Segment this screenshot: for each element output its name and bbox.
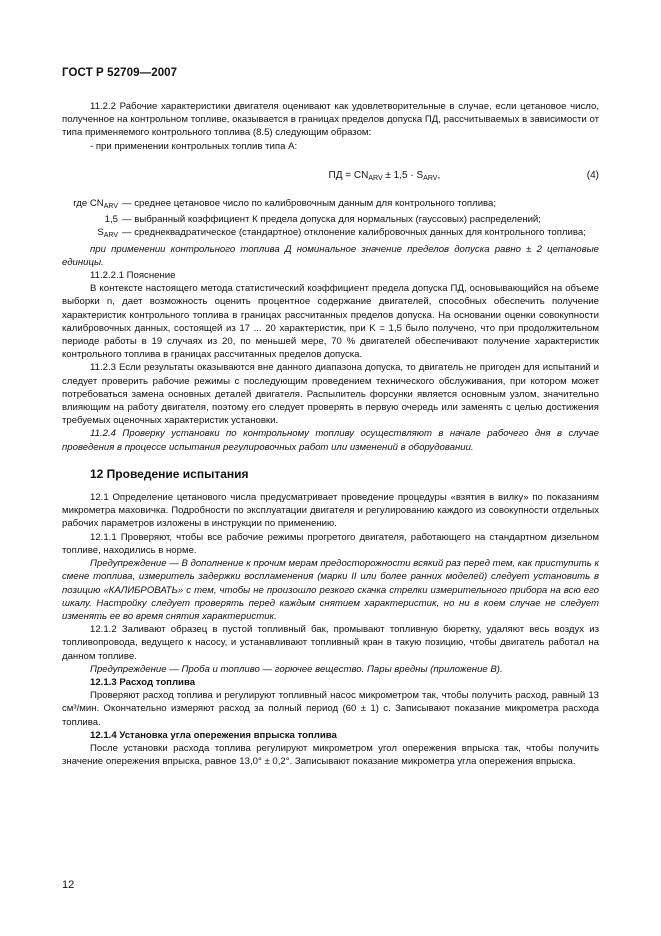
formula-legend xyxy=(62,197,599,243)
para-11-2-2-1: 11.2.2.1 Пояснение xyxy=(90,270,176,282)
warning-calibrate: Предупреждение — В дополнение к прочим мерам предосторожности всякий раз перед тем, как приступить к смене топлива, измеритель задержки воспламенения (марки II или более ранних моделей) следует установить в позицию «КАЛИБРОВАТЬ» с тем, чтобы не произошло резкого скачка стрелки измерительного прибора на всю его шкалу. Настройку следует проверять перед каждым снятием характеристик, но ни в коем случае не следует изменять ее во время снятия характеристик. xyxy=(62,558,599,622)
warning-flammable: Предупреждение — Проба и топливо — горючее вещество. Пары вредны (приложение В). xyxy=(90,663,503,675)
legend-row-cn: где $CN_{ARV}$ — среднее цетановое число по калибровочным данным для контрольного топлива; xyxy=(73,198,497,211)
formula-4 xyxy=(62,169,599,185)
document-code: ГОСТ Р 52709—2007 xyxy=(62,67,178,79)
legend-row-k: 1,5 — выбранный коэффициент К предела допуска для нормальных (гауссовых) распределений; xyxy=(104,214,541,226)
para-11-2-3: 11.2.3 Если результаты оказываются вне данного диапазона допуска, то двигатель не пригоден для испытаний и следует проверить рабочие режимы с последующим проведением технического обслуживания, при котором может потребоваться замена основных деталей двигателя. Распылитель форсунки является основным узлом, значительно влияющим на работу двигателя, поэтому его следует проверять в первую очередь или заменять с целью достижения требуемых оценочных характеристик установки. xyxy=(62,362,599,427)
para-12-1-2: 12.1.2 Заливают образец в пустой топливный бак, промывают топливную бюретку, удаляют весь воздух из топливопровода, ведущего к насосу, и устанавливают топливный кран в такую позицию, чтобы двигатель работал на данном топливе. xyxy=(62,624,599,662)
section-12-heading: 12 Проведение испытания xyxy=(90,466,249,481)
heading-12-1-4: 12.1.4 Установка угла опережения впрыска топлива xyxy=(90,729,337,741)
para-11-2-4: 11.2.4 Проверку установки по контрольному топливу осуществляют в начале рабочего дня в случае проведения в процессе испытания регулировочных работ или изменений в оборудовании. xyxy=(62,428,599,453)
para-explanation: В контексте настоящего метода статистический коэффициент предела допуска ПД, основывающийся на объеме выборки n, дает возможность оценить процентное содержание двигателей, способных обеспечить получение характеристик контрольного топлива в границах рассчитанных пределов допуска. На основании оценки совокупности калибровочных данных, состоящей из 17 ... 20 характеристик, при K = 1,5 было получено, что при продолжительном периоде работы в 19 случаях из 20, по меньшей мере, 70 % двигателей обеспечивают получение характеристик контрольного топлива в границах рассчитанных пределов допуска. xyxy=(62,283,599,361)
para-12-1-3: Проверяют расход топлива и регулируют топливный насос микрометром так, чтобы получить расход, равный 13 см³/мин. Окончательно измеряют расход за полный период (60 ± 1) с. Записывают показание микрометра расхода топлива. xyxy=(62,690,599,728)
para-12-1-4: После установки расхода топлива регулируют микрометром угол опережения впрыска так, чтобы получить значение опережения впрыска, равное 13,0° ± 0,2°. Записывают показание микрометра угла опережения впрыска. xyxy=(62,742,599,768)
legend-row-s: $S_{ARV}$ — среднеквадратическое (стандартное) отклонение калибровочных данных для контрольного топлива; xyxy=(97,227,586,240)
para-11-2-2: 11.2.2 Рабочие характеристики двигателя оценивают как удовлетворительные в случае, если цетановое число, полученное на контрольном топливе, оказывается в границах пределов допуска ПД, рассчитываемых в зависимости от типа применяемого контрольного топлива (8.5) следующим образом: xyxy=(62,101,599,139)
page-number: 12 xyxy=(62,879,75,891)
formula-expression: ПД = $CN_{ARV} \pm 1,5 \cdot S_{ARV}$, xyxy=(328,169,441,182)
page-body xyxy=(62,100,599,768)
heading-12-1-3: 12.1.3 Расход топлива xyxy=(90,676,196,688)
formula-number: (4) xyxy=(586,169,599,181)
para-fuel-d: при применении контрольного топлива Д номинальное значение пределов допуска равно ± 2 цетановые единицы. xyxy=(62,243,599,268)
para-fuel-type-a: - при применении контрольных топлив типа А: xyxy=(90,140,298,152)
para-12-1: 12.1 Определение цетанового числа предусматривает проведение процедуры «взятия в вилку» по показаниям микрометра маховичка. Подробности по эксплуатации двигателя и регулированию каждого из совокупности отдельных рабочих параметров изложены в инструкции по применению. xyxy=(62,492,599,530)
para-12-1-1: 12.1.1 Проверяют, чтобы все рабочие режимы прогретого двигателя, работающего на стандартном дизельном топливе, находились в норме. xyxy=(62,531,599,556)
